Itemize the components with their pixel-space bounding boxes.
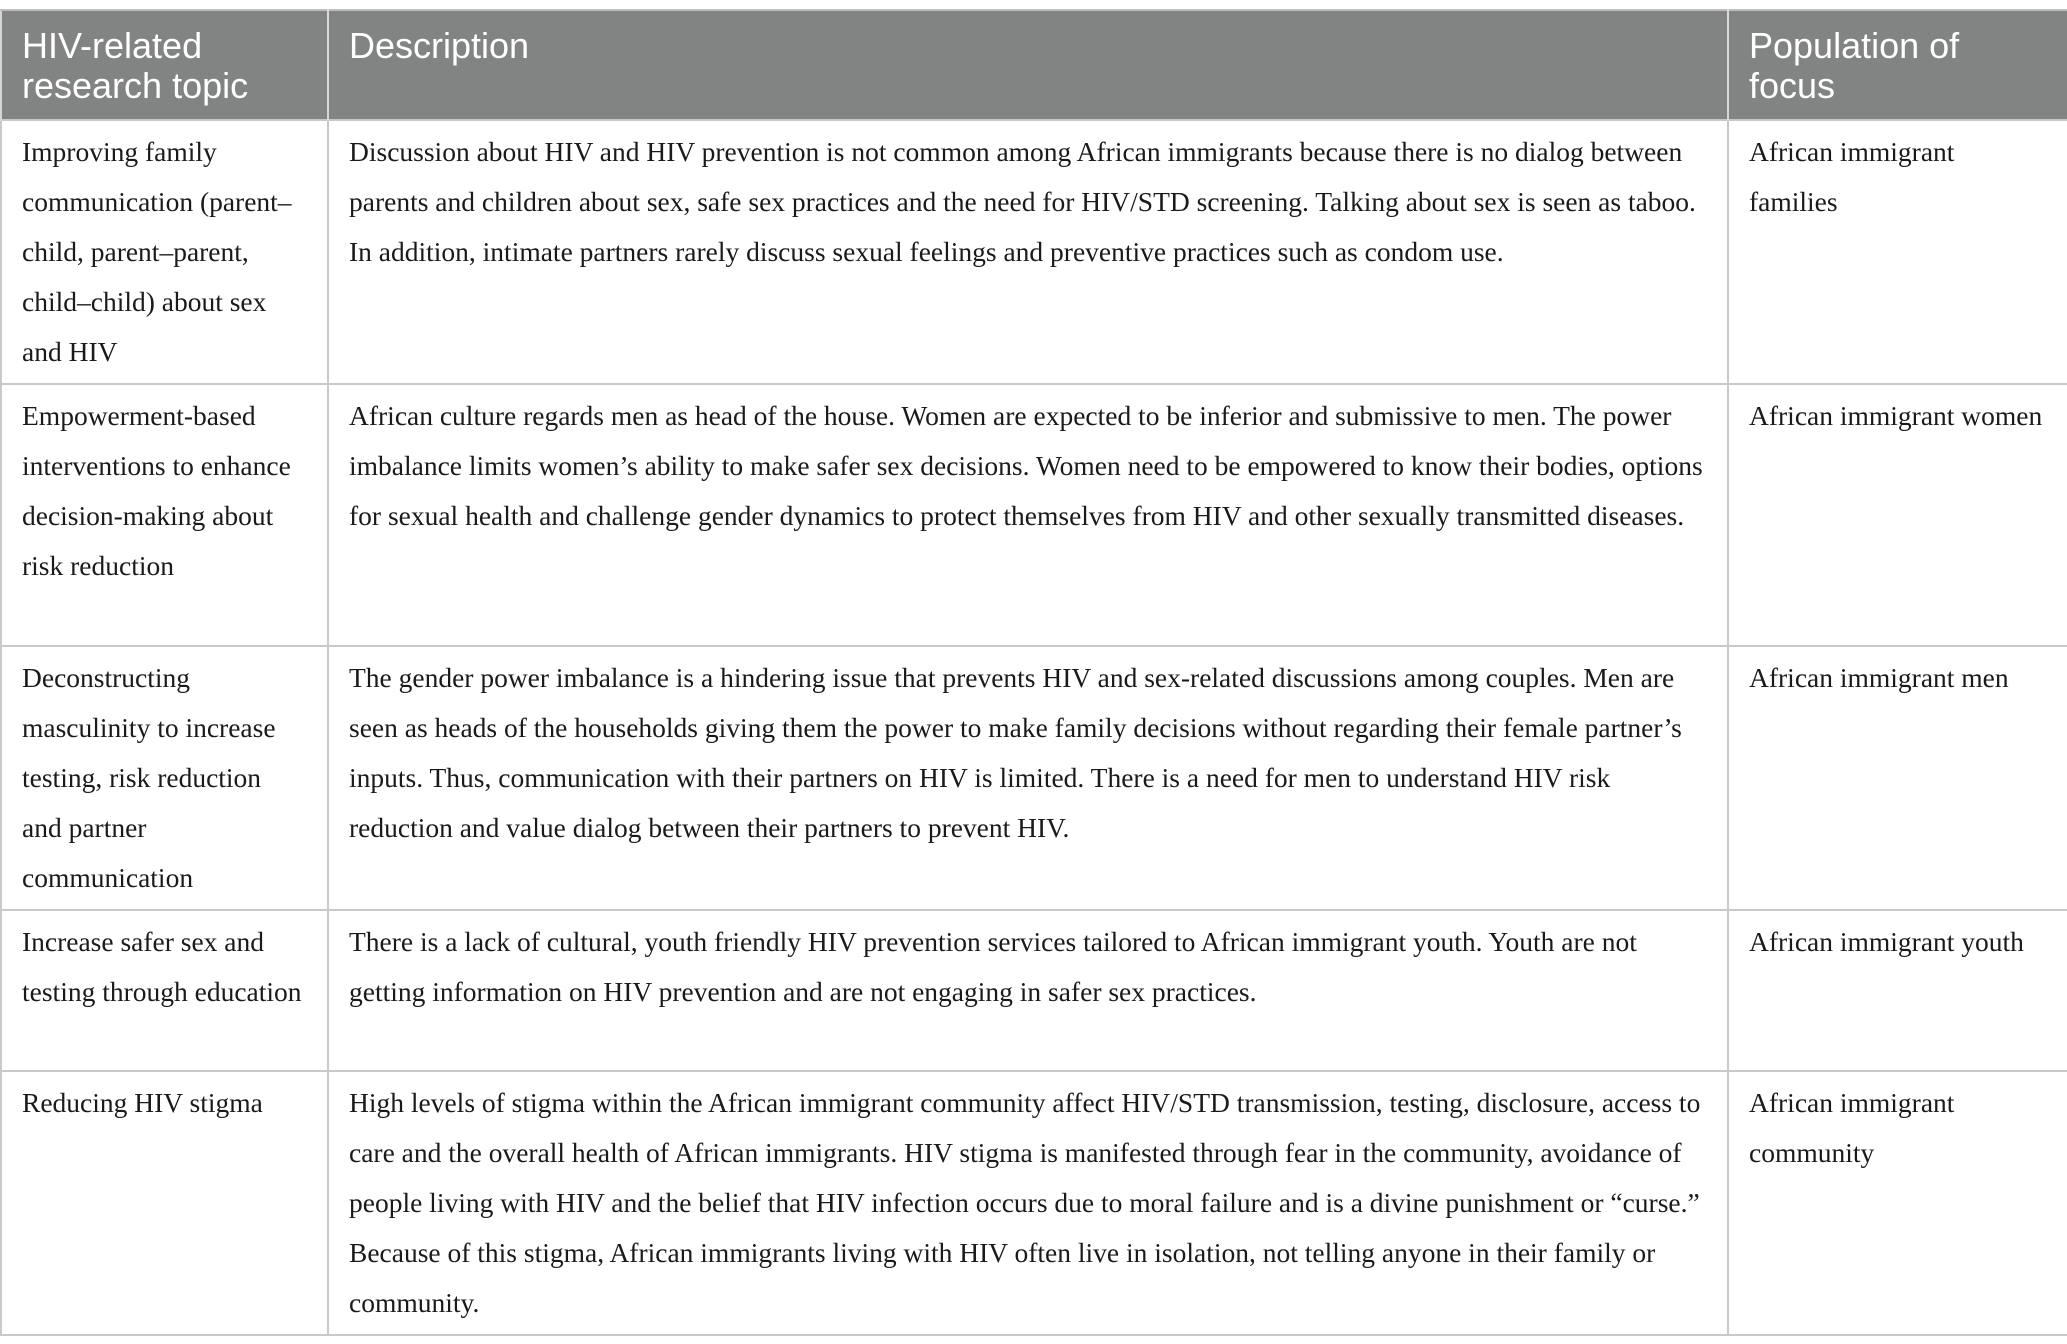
research-topics-table bbox=[0, 9, 2067, 1336]
cell-population: African immigrant men bbox=[1728, 646, 2067, 910]
table-row bbox=[1, 1071, 2067, 1335]
cell-population: African immigrant community bbox=[1728, 1071, 2067, 1335]
header-population: Population of focus bbox=[1728, 10, 2067, 120]
cell-description: Discussion about HIV and HIV prevention is not common among African immigrants because there is no dialog between parents and children about sex, safe sex practices and the need for HIV/STD screening. Talking about sex is seen as taboo. In addition, intimate partners rarely discuss sexual feelings and preventive practices such as condom use. bbox=[328, 120, 1728, 384]
table-row bbox=[1, 384, 2067, 646]
cell-population: African immigrant youth bbox=[1728, 910, 2067, 1071]
cell-population: African immigrant families bbox=[1728, 120, 2067, 384]
cell-topic: Deconstructing masculinity to increase testing, risk reduction and partner communication bbox=[1, 646, 328, 910]
table-row bbox=[1, 120, 2067, 384]
cell-topic: Increase safer sex and testing through education bbox=[1, 910, 328, 1071]
header-description: Description bbox=[328, 10, 1728, 120]
header-topic: HIV-related research topic bbox=[1, 10, 328, 120]
table-header-row bbox=[1, 10, 2067, 120]
research-topics-table-container bbox=[0, 9, 2067, 1336]
cell-description: There is a lack of cultural, youth friendly HIV prevention services tailored to African immigrant youth. Youth are not getting information on HIV prevention and are not engaging in safer sex practices. bbox=[328, 910, 1728, 1071]
cell-description: African culture regards men as head of the house. Women are expected to be inferior and submissive to men. The power imbalance limits women’s ability to make safer sex decisions. Women need to be empowered to know their bodies, options for sexual health and challenge gender dynamics to protect themselves from HIV and other sexually transmitted diseases. bbox=[328, 384, 1728, 646]
cell-topic: Empowerment-based interventions to enhance decision-making about risk reduction bbox=[1, 384, 328, 646]
cell-topic: Reducing HIV stigma bbox=[1, 1071, 328, 1335]
cell-description: The gender power imbalance is a hindering issue that prevents HIV and sex-related discussions among couples. Men are seen as heads of the households giving them the power to make family decisions without regarding their female partner’s inputs. Thus, communication with their partners on HIV is limited. There is a need for men to understand HIV risk reduction and value dialog between their partners to prevent HIV. bbox=[328, 646, 1728, 910]
table-row bbox=[1, 910, 2067, 1071]
cell-description: High levels of stigma within the African immigrant community affect HIV/STD transmission, testing, disclosure, access to care and the overall health of African immigrants. HIV stigma is manifested through fear in the community, avoidance of people living with HIV and the belief that HIV infection occurs due to moral failure and is a divine punishment or “curse.” Because of this stigma, African immigrants living with HIV often live in isolation, not telling anyone in their family or community. bbox=[328, 1071, 1728, 1335]
cell-population: African immigrant women bbox=[1728, 384, 2067, 646]
cell-topic: Improving family communication (parent–child, parent–parent, child–child) about sex and HIV bbox=[1, 120, 328, 384]
table-row bbox=[1, 646, 2067, 910]
